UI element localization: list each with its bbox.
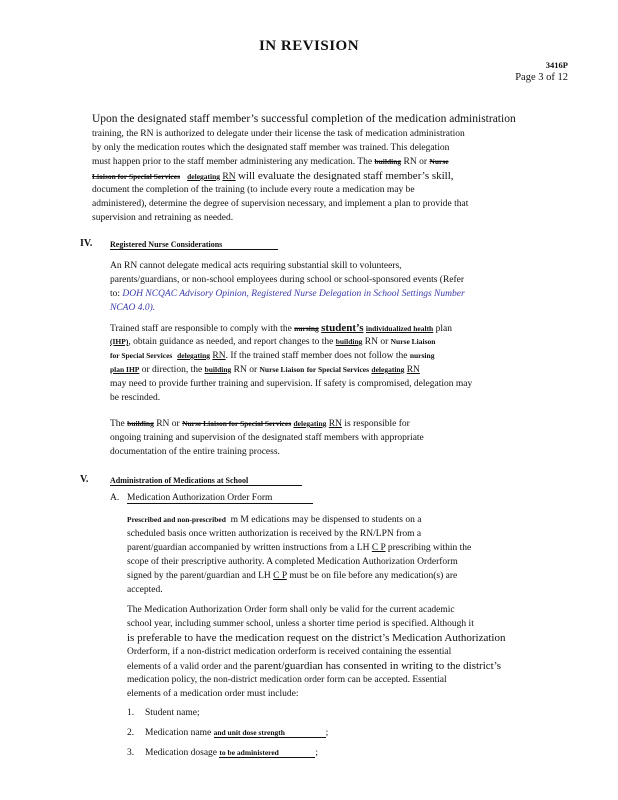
text-line: medication policy, the non-district medication order form can be accepted. Essential xyxy=(127,675,447,685)
text-line: be rescinded. xyxy=(110,393,161,403)
small-text: delegating xyxy=(371,365,405,374)
strike-text: nursing xyxy=(294,324,319,333)
list-text: Medication name xyxy=(145,728,212,738)
section-heading xyxy=(110,240,278,250)
text-line: elements of a medication order must include: xyxy=(127,689,299,699)
text-span: plan xyxy=(435,324,452,334)
rn-text: RN xyxy=(406,365,420,375)
list-item xyxy=(127,708,200,718)
small-text: for Special Services xyxy=(306,365,370,374)
small-text: building xyxy=(204,365,232,374)
text-span: must be on file before any medication(s) are xyxy=(289,571,458,581)
text-line xyxy=(110,418,565,430)
text-line: accepted. xyxy=(127,585,163,595)
page-number: Page 3 of 12 xyxy=(515,72,568,83)
text-span: or direction, the xyxy=(141,365,203,375)
list-end: ; xyxy=(325,728,329,738)
strike-text: Nurse xyxy=(429,157,449,166)
text-line: by only the medication routes which the designated staff member was trained. This delegation xyxy=(92,143,450,153)
list-text: Medication dosage xyxy=(145,748,218,758)
strike-text: Liaison for Special Services xyxy=(92,172,180,181)
section-heading xyxy=(110,476,302,486)
small-text: nursing xyxy=(409,351,435,360)
list-item xyxy=(127,748,318,758)
small-text: plan IHP xyxy=(110,365,140,374)
subsection-title-text: Medication Authorization Order Form xyxy=(127,493,313,504)
strike-text: Nurse Liaison for Special Services xyxy=(182,419,292,428)
text-line: training, the RN is authorized to delegate under their license the task of medication administration xyxy=(92,129,465,139)
ihp-text: (IHP) xyxy=(110,337,129,346)
text-span: . If the trained staff member does not follow the xyxy=(225,351,408,361)
text-line: parents/guardians, or non-school employees during school or school-sponsored events (Refer xyxy=(110,275,465,285)
text-line: The Medication Authorization Order form shall only be valid for the current academic xyxy=(127,605,455,615)
text-span: to: xyxy=(110,289,121,299)
text-line: documentation of the entire training process. xyxy=(110,447,280,457)
strike-text: building xyxy=(127,419,154,428)
text-span: RN or xyxy=(156,419,180,429)
list-text: Student name; xyxy=(145,708,200,718)
text-line xyxy=(127,514,565,526)
text-span: will evaluate the designated staff member’s skill, xyxy=(237,170,454,182)
text-span: RN or xyxy=(403,157,428,167)
text-line: supervision and retraining as needed. xyxy=(92,213,234,223)
subsection-title xyxy=(127,493,313,504)
text-line xyxy=(110,364,565,376)
text-line xyxy=(110,336,565,348)
section-heading-text: Administration of Medications at School xyxy=(110,476,302,486)
text-span: elements of a valid order and the xyxy=(127,662,252,672)
text-line xyxy=(127,542,565,554)
page-title: IN REVISION xyxy=(258,38,360,54)
text-span: is responsible for xyxy=(344,419,410,429)
document-number: 3416P xyxy=(545,60,568,70)
cp-text: C P xyxy=(371,543,386,553)
text-line: scope of their prescriptive authority. A completed Medication Authorization Orderform xyxy=(127,557,458,567)
rn-text: RN xyxy=(328,419,342,429)
reference-text: DOH NCQAC Advisory Opinion, Registered Nurse Delegation in School Settings Number xyxy=(122,289,465,299)
small-text: individualized health xyxy=(365,324,434,333)
student-text: student’s xyxy=(321,322,364,334)
subsection-letter: A. xyxy=(110,493,120,503)
list-item xyxy=(127,728,328,738)
text-span: parent/guardian has consented in writing to the district’s xyxy=(253,660,502,672)
strike-text: delegating xyxy=(293,419,327,428)
list-number: 2. xyxy=(127,728,135,738)
cp-text: C P xyxy=(273,571,287,581)
text-line xyxy=(127,570,565,582)
small-text: Nurse Liaison xyxy=(259,365,305,374)
text-line xyxy=(92,156,568,168)
text-line xyxy=(110,350,565,362)
list-fill-text: and unit dose strength xyxy=(214,728,326,738)
small-text: building xyxy=(335,337,363,346)
list-end: ; xyxy=(315,748,319,758)
list-number: 1. xyxy=(127,708,135,718)
strike-text: building xyxy=(374,157,402,166)
text-line xyxy=(110,288,565,300)
text-line xyxy=(110,322,565,335)
text-span: RN or xyxy=(364,337,389,347)
text-span: m M edications may be dispensed to students on a xyxy=(230,515,422,525)
text-line: Orderform, if a non-district medication orderform is received containing the essential xyxy=(127,647,452,657)
text-line: administered), determine the degree of supervision necessary, and implement a plan to provide that xyxy=(92,199,469,209)
text-span: , obtain guidance as needed, and report changes to the xyxy=(128,337,334,347)
section-number: IV. xyxy=(80,238,93,249)
small-text: for Special Services xyxy=(110,351,173,360)
text-line: An RN cannot delegate medical acts requiring substantial skill to volunteers, xyxy=(110,261,402,271)
text-line xyxy=(110,302,565,314)
rn-text: RN xyxy=(222,172,236,182)
text-span: Trained staff are responsible to comply with the xyxy=(110,324,292,334)
text-line: Upon the designated staff member’s successful completion of the medication administration xyxy=(92,113,516,125)
text-span: RN or xyxy=(233,365,258,375)
text-span: signed by the parent/guardian and LH xyxy=(127,571,271,581)
text-line: scheduled basis once written authorization is received by the RN/LPN from a xyxy=(127,529,422,539)
text-line: document the completion of the training (to include every route a medication may be xyxy=(92,185,415,195)
text-span: The xyxy=(110,419,125,429)
reference-text: NCAO 4.0). xyxy=(110,303,156,313)
section-heading-text: Registered Nurse Considerations xyxy=(110,240,278,250)
list-fill-text: to be administered xyxy=(219,748,315,758)
strike-text: delegating xyxy=(187,172,221,181)
text-line: is preferable to have the medication request on the district’s Medication Authorization xyxy=(127,632,506,644)
text-span: prescribing within the xyxy=(387,543,472,553)
section-number: V. xyxy=(80,474,89,485)
small-text: delegating xyxy=(177,351,211,360)
text-line xyxy=(127,660,565,673)
list-number: 3. xyxy=(127,748,135,758)
text-span: parent/guardian accompanied by written instructions from a LH xyxy=(127,543,370,553)
text-line xyxy=(92,170,568,183)
text-line: may need to provide further training and supervision. If safety is compromised, delegation may xyxy=(110,379,473,389)
text-span: must happen prior to the staff member administering any medication. The xyxy=(92,157,373,167)
text-line: ongoing training and supervision of the designated staff members with appropriate xyxy=(110,433,424,443)
small-text: Prescribed and non-prescribed xyxy=(127,515,226,524)
text-line: school year, including summer school, unless a shorter time period is specified. Although it xyxy=(127,619,474,629)
rn-text: RN xyxy=(212,351,226,361)
small-text: Nurse Liaison xyxy=(390,337,436,346)
